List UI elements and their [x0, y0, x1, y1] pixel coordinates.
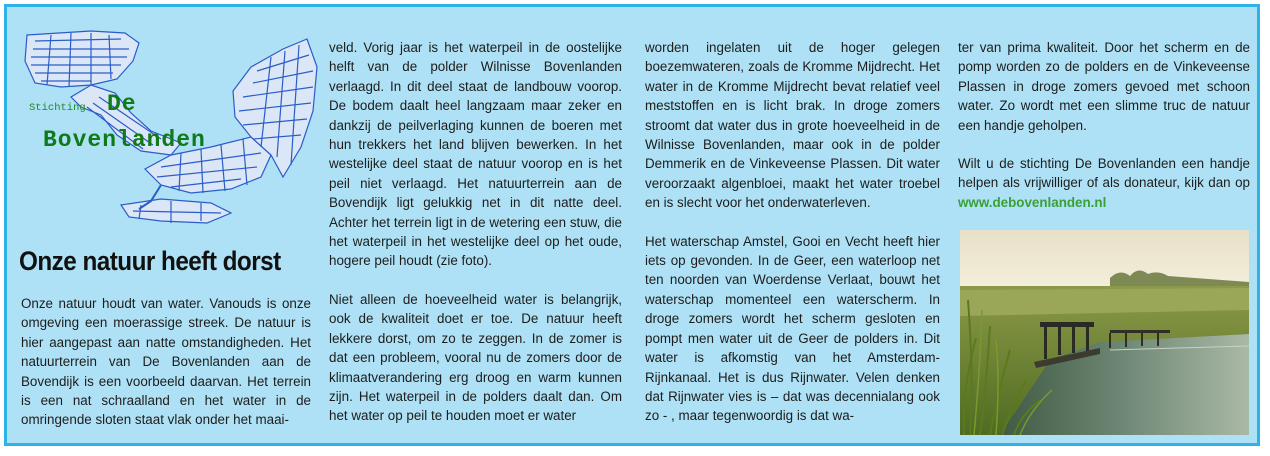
paragraph: veld. Vorig jaar is het waterpeil in de oostelijke helft van de polder Wilnisse Bovenlanden verlaagd. In dit deel staat de landbouw voorop. De bodem daalt heel langzaam maar zeker en dankzij de peilverlaging kunnen de boeren met hun trekkers het land blijven bewerken. In het westelijke deel staat de natuur voorop en is het peil niet verlaagd. Het natuurterrein aan de Bovendijk ligt gelukkig net in dit natte deel. Achter het terrein ligt in de wetering een stuw, die het waterpeil in het westelijke deel op het oude, hogere peil houdt (zie foto).	[329, 40, 622, 269]
paragraph: worden ingelaten uit de hoger gelegen boezemwateren, zoals de Kromme Mijdrecht. Het water in de Kromme Mijdrecht bevat relatief veel meststoffen en is licht brak. In droge zomers stroomt dat water dus in grote hoeveelheid in de Wilnisse Bovenlanden, maar ook in de polder Demmerik en de Vinkeveense Plassen. Dit water veroorzaakt algenbloei, maakt het water troebel en is slecht voor het onderwaterleven.	[645, 40, 940, 211]
logo-de-text: De	[107, 91, 137, 117]
paragraph: Niet alleen de hoeveelheid water is belangrijk, ook de kwaliteit doet er toe. De natuur heeft lekkere dorst, om zo te zeggen. In de zomer is dat een probleem, vooral nu de zomers door de klimaatverandering erg droog en warm kunnen zijn. Het waterpeil in de polders daalt dan. Om het water op peil te houden moet er water	[329, 291, 622, 424]
article-title: Onze natuur heeft dorst	[19, 246, 281, 276]
paragraph-contact	[958, 154, 1250, 212]
website-link[interactable]: www.debovenlanden.nl	[958, 194, 1107, 210]
weir-photo	[960, 230, 1249, 435]
article-column-1	[21, 294, 311, 430]
paragraph: ter van prima kwaliteit. Door het scherm en de pomp worden zo de polders en de Vinkeveense Plassen in droge zomers gevoed met schoon water. Zo wordt met een slimme truc de natuur een handje geholpen.	[958, 40, 1250, 133]
article-column-3	[645, 38, 940, 426]
logo-stichting-text: Stichting	[29, 102, 86, 114]
article-panel	[4, 4, 1260, 446]
article-column-2	[329, 38, 622, 426]
stichting-logo	[21, 27, 321, 227]
article-column-4	[958, 38, 1250, 212]
weir-landscape-image	[960, 230, 1249, 435]
paragraph: Onze natuur houdt van water. Vanouds is onze omgeving een moerassige streek. De natuur is hier aangepast aan natte omstandigheden. Het natuurterrein van De Bovenlanden aan de Bovendijk is een voorbeeld daarvan. Het terrein is een nat schraalland en het water in de omringende sloten staat vlak onder het maai-	[21, 296, 311, 428]
paragraph: Het waterschap Amstel, Gooi en Vecht heeft hier iets op gevonden. In de Geer, een waterloop net ten noorden van Woerdense Verlaat, bouwt het waterschap momenteel een waterscherm. In droge zomers wordt het scherm gesloten en pompt men water uit de Geer de polders in. Dit water is afkomstig van het Amsterdam-Rijnkanaal. Het is dus Rijnwater. Velen denken dat Rijnwater vies is – dat was decennialang ook zo - , maar tegenwoordig is dat wa-	[645, 233, 940, 424]
contact-text: Wilt u de stichting De Bovenlanden een handje helpen als vrijwilliger of als donateur, kijk dan op	[958, 156, 1250, 191]
logo-bovenlanden-text: Bovenlanden	[43, 127, 206, 153]
